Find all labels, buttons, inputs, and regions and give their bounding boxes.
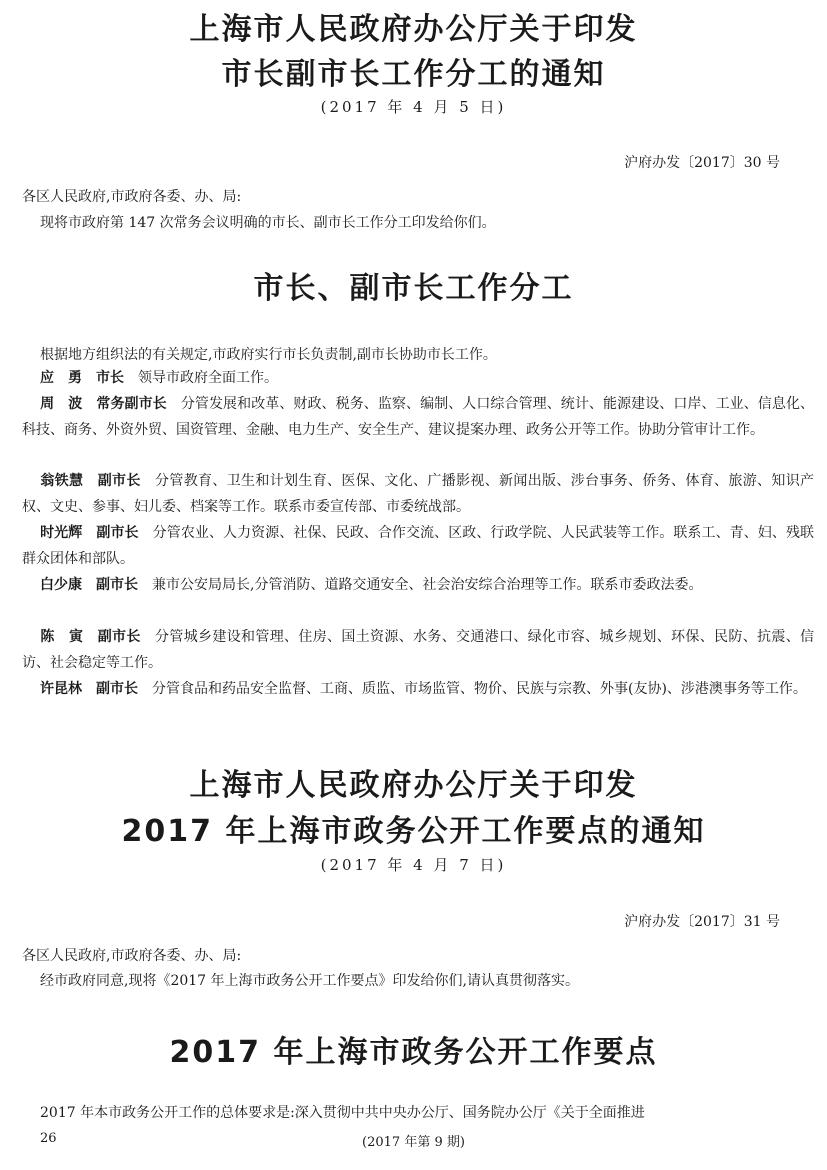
notice2-doc-number: 沪府办发〔2017〕31 号 xyxy=(624,914,780,930)
notice1-recipients: 各区人民政府,市政府各委、办、局: xyxy=(22,189,242,205)
section1-intro: 根据地方组织法的有关规定,市政府实行市长负责制,副市长协助市长工作。 xyxy=(40,347,497,363)
duty-entry-xu-kunlin xyxy=(22,677,814,703)
official-duties: 分管农业、人力资源、社保、民政、合作交流、区政、行政学院、人民武装等工作。联系工、青、妇、残联群众团体和部队。 xyxy=(22,525,815,567)
official-name: 时光辉 xyxy=(40,525,83,541)
official-name: 周 波 xyxy=(40,396,83,412)
notice2-title-line1: 上海市人民政府办公厅关于印发 xyxy=(189,768,638,803)
official-name: 许昆林 xyxy=(40,681,82,697)
official-duties: 领导市政府全面工作。 xyxy=(138,370,278,386)
official-duties: 分管城乡建设和管理、住房、国土资源、水务、交通港口、绿化市容、城乡规划、环保、民防、抗震、信访、社会稳定等工作。 xyxy=(22,629,815,671)
official-name: 应 勇 xyxy=(40,370,82,386)
duty-entry-chen-yin xyxy=(22,625,814,676)
official-name: 白少康 xyxy=(40,577,82,593)
official-role: 副市长 xyxy=(97,629,141,645)
official-role: 副市长 xyxy=(97,473,141,489)
official-role: 市长 xyxy=(96,370,124,386)
duty-entry-bai-shaokang xyxy=(22,573,814,599)
official-duties: 兼市公安局局长,分管消防、道路交通安全、社会治安综合治理等工作。联系市委政法委。 xyxy=(152,577,703,593)
duty-entry-ying-yong xyxy=(22,366,814,392)
official-duties: 分管发展和改革、财政、税务、监察、编制、人口综合管理、统计、能源建设、口岸、工业、信息化、科技、商务、外资外贸、国资管理、金融、电力生产、安全生产、建议提案办理、政务公开等工作。协助分管审计工作。 xyxy=(22,396,815,438)
official-name: 陈 寅 xyxy=(40,629,84,645)
notice2-date: (2017 年 4 月 7 日) xyxy=(320,856,507,874)
notice1-title-line2: 市长副市长工作分工的通知 xyxy=(221,57,606,92)
duty-entry-shi-guanghui xyxy=(22,521,814,572)
official-role: 副市长 xyxy=(96,681,138,697)
duty-entry-weng-tiehui xyxy=(22,469,814,520)
official-role: 常务副市长 xyxy=(96,396,167,412)
notice1-body: 现将市政府第 147 次常务会议明确的市长、副市长工作分工印发给你们。 xyxy=(40,215,496,231)
notice2-title-line2: 2017 年上海市政务公开工作要点的通知 xyxy=(121,814,706,849)
official-role: 副市长 xyxy=(96,577,138,593)
notice1-doc-number: 沪府办发〔2017〕30 号 xyxy=(624,155,780,171)
duty-entry-zhou-bo xyxy=(22,392,814,443)
issue-label: (2017 年第 9 期) xyxy=(362,1135,465,1150)
notice1-title-line1: 上海市人民政府办公厅关于印发 xyxy=(189,12,638,47)
official-name: 翁铁慧 xyxy=(40,473,84,489)
notice2-body: 经市政府同意,现将《2017 年上海市政务公开工作要点》印发给你们,请认真贯彻落实。 xyxy=(40,973,579,989)
official-duties: 分管食品和药品安全监督、工商、质监、市场监管、物价、民族与宗教、外事(友协)、涉港澳事务等工作。 xyxy=(152,681,807,697)
page-number: 26 xyxy=(40,1131,57,1146)
official-duties: 分管教育、卫生和计划生育、医保、文化、广播影视、新闻出版、涉台事务、侨务、体育、旅游、知识产权、文史、参事、妇儿委、档案等工作。联系市委宣传部、市委统战部。 xyxy=(22,473,815,515)
notice2-recipients: 各区人民政府,市政府各委、办、局: xyxy=(22,948,242,964)
section2-body-start: 2017 年本市政务公开工作的总体要求是:深入贯彻中共中央办公厅、国务院办公厅《关于全面推进 xyxy=(40,1105,645,1121)
official-role: 副市长 xyxy=(96,525,139,541)
section1-title: 市长、副市长工作分工 xyxy=(253,271,574,306)
section2-title: 2017 年上海市政务公开工作要点 xyxy=(169,1035,658,1070)
notice1-date: (2017 年 4 月 5 日) xyxy=(320,98,507,116)
